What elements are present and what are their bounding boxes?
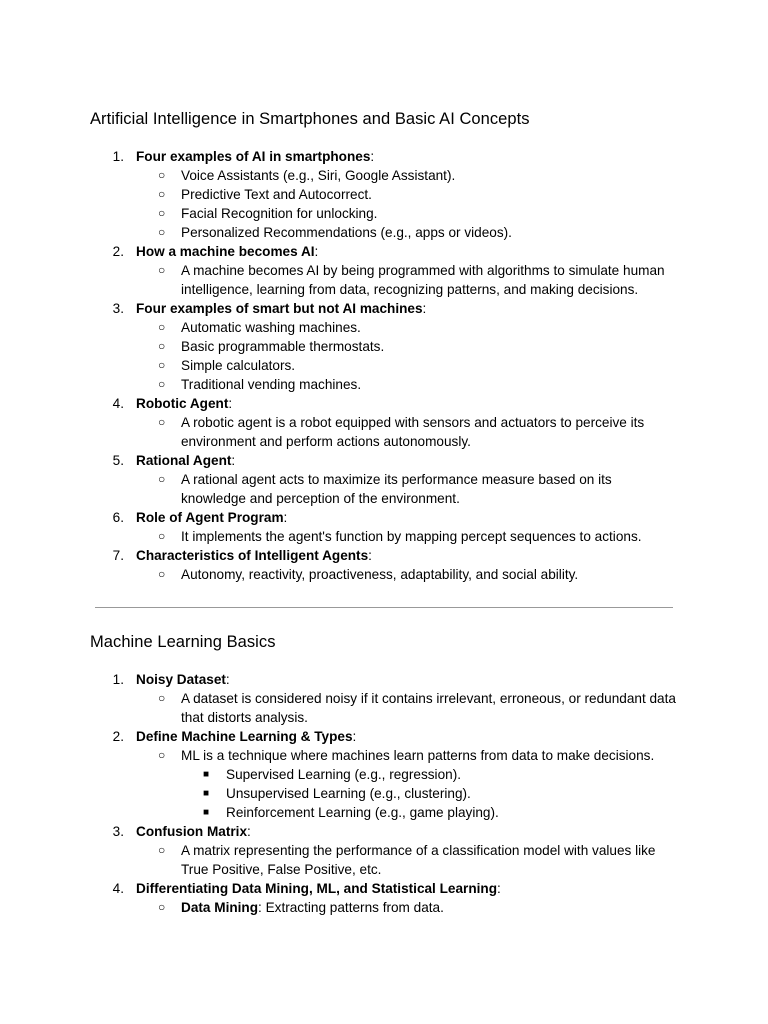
list-number: 4. <box>112 881 124 896</box>
hollow-circle-bullet-icon: ○ <box>158 320 166 334</box>
sub-bullet-text: Simple calculators. <box>181 358 296 373</box>
section-heading-ml: Machine Learning Basics <box>90 633 276 651</box>
sub-bullet-text: Traditional vending machines. <box>181 377 362 392</box>
sub-sub-bullet-text: Unsupervised Learning (e.g., clustering). <box>226 786 471 801</box>
list-item-title-bold: Define Machine Learning & Types <box>136 729 353 744</box>
hollow-circle-bullet-icon: ○ <box>158 206 166 220</box>
list-number: 2. <box>112 244 124 259</box>
list-number: 6. <box>112 510 124 525</box>
list-item-title <box>136 242 318 261</box>
section-heading-ai: Artificial Intelligence in Smartphones and Basic AI Concepts <box>90 110 530 128</box>
list-item-header <box>0 451 676 470</box>
sub-bullet-item <box>0 204 676 223</box>
list-item-title-bold: Four examples of AI in smartphones <box>136 149 371 164</box>
sub-bullet-text: Predictive Text and Autocorrect. <box>181 187 372 202</box>
list-item-header <box>0 242 676 261</box>
list-item-title-suffix: : <box>247 824 251 839</box>
hollow-circle-bullet-icon: ○ <box>158 748 166 762</box>
sub-bullet-item <box>0 318 676 337</box>
list-item-title-suffix: : <box>283 510 288 525</box>
list-item <box>0 299 676 394</box>
list-item-title-suffix: : <box>225 672 230 687</box>
sub-bullet-item <box>0 413 676 451</box>
sub-bullet-text: Personalized Recommendations (e.g., apps or videos). <box>181 225 512 240</box>
sub-bullet-item <box>0 356 676 375</box>
list-number: 4. <box>112 396 124 411</box>
list-number: 1. <box>112 149 124 164</box>
list-item <box>0 879 676 917</box>
list-item-title-suffix: : <box>497 881 501 896</box>
hollow-circle-bullet-icon: ○ <box>158 168 166 182</box>
sub-bullet-bold-term: Data Mining <box>181 900 259 915</box>
list-item-header <box>0 508 676 527</box>
list-item-title-bold: Four examples of smart but not AI machines <box>136 301 423 316</box>
list-item-title-bold: Confusion Matrix <box>136 824 248 839</box>
sub-sub-bullet-item <box>0 784 676 803</box>
list-item-header <box>0 299 676 318</box>
list-item-title <box>136 727 356 746</box>
ai-concepts-list <box>0 147 676 584</box>
list-item <box>0 727 676 822</box>
list-item <box>0 242 676 299</box>
sub-bullet-item <box>0 746 676 765</box>
hollow-circle-bullet-icon: ○ <box>158 263 166 277</box>
section-divider <box>95 607 673 608</box>
list-number: 2. <box>112 729 124 744</box>
sub-bullet-item <box>0 185 676 204</box>
hollow-circle-bullet-icon: ○ <box>158 358 166 372</box>
list-item-header <box>0 546 676 565</box>
list-item-title-suffix: : <box>231 453 236 468</box>
list-item-title-bold: Rational Agent <box>136 453 232 468</box>
list-item-title <box>136 508 287 527</box>
list-number: 7. <box>112 548 124 563</box>
hollow-circle-bullet-icon: ○ <box>158 339 166 353</box>
sub-bullet-item <box>0 166 676 185</box>
list-item <box>0 508 676 546</box>
list-number: 3. <box>112 824 124 839</box>
sub-bullet-text: A matrix representing the performance of a classification model with values like True Positive, False Positive, etc. <box>181 843 656 877</box>
list-item-title-bold: Differentiating Data Mining, ML, and Statistical Learning <box>136 881 498 896</box>
sub-bullet-item <box>0 375 676 394</box>
hollow-circle-bullet-icon: ○ <box>158 900 166 914</box>
sub-bullet-definition: : Extracting patterns from data. <box>258 900 444 915</box>
list-item-title-suffix: : <box>228 396 233 411</box>
list-item-header <box>0 147 676 166</box>
list-item <box>0 670 676 727</box>
sub-bullet-item <box>0 565 676 584</box>
sub-sub-bullet-text: Reinforcement Learning (e.g., game playing). <box>226 805 499 820</box>
sub-bullet-text: A robotic agent is a robot equipped with sensors and actuators to perceive its environment and perform actions autonomously. <box>181 415 645 449</box>
sub-bullet-text: It implements the agent's function by mapping percept sequences to actions. <box>181 529 642 544</box>
list-item-title <box>136 879 501 898</box>
list-item-title <box>136 546 372 565</box>
ml-basics-list <box>0 670 676 917</box>
list-item-title-bold: How a machine becomes AI <box>136 244 315 259</box>
list-item-title-suffix: : <box>368 548 372 563</box>
hollow-circle-bullet-icon: ○ <box>158 529 166 543</box>
square-bullet-icon: ■ <box>203 769 210 780</box>
list-item-header <box>0 670 676 689</box>
hollow-circle-bullet-icon: ○ <box>158 691 166 705</box>
list-item <box>0 394 676 451</box>
list-item-title-bold: Noisy Dataset <box>136 672 226 687</box>
sub-bullet-text: Autonomy, reactivity, proactiveness, adaptability, and social ability. <box>181 567 579 582</box>
list-item-title <box>136 822 251 841</box>
list-item-header <box>0 879 676 898</box>
sub-bullet-text: ML is a technique where machines learn patterns from data to make decisions. <box>181 748 655 763</box>
list-item-title-suffix: : <box>352 729 357 744</box>
list-item-title-bold: Characteristics of Intelligent Agents <box>136 548 369 563</box>
list-item-title-suffix: : <box>370 149 375 164</box>
list-item <box>0 546 676 584</box>
sub-bullet-item <box>0 841 676 879</box>
hollow-circle-bullet-icon: ○ <box>158 377 166 391</box>
list-item-title-bold: Role of Agent Program <box>136 510 284 525</box>
sub-sub-bullet-text: Supervised Learning (e.g., regression). <box>226 767 461 782</box>
sub-bullet-text: A machine becomes AI by being programmed with algorithms to simulate human intelligence, learning from data, recognizing patterns, and making decisions. <box>181 263 665 297</box>
sub-bullet-text: Basic programmable thermostats. <box>181 339 385 354</box>
sub-sub-bullet-item <box>0 803 676 822</box>
sub-bullet-item <box>0 223 676 242</box>
list-item-title <box>136 299 426 318</box>
sub-bullet-item <box>0 337 676 356</box>
hollow-circle-bullet-icon: ○ <box>158 472 166 486</box>
list-item-header <box>0 822 676 841</box>
list-item-title <box>136 394 232 413</box>
list-item-header <box>0 394 676 413</box>
hollow-circle-bullet-icon: ○ <box>158 225 166 239</box>
sub-bullet-text: Automatic washing machines. <box>181 320 361 335</box>
sub-bullet-text <box>181 898 676 917</box>
sub-bullet-item <box>0 470 676 508</box>
sub-bullet-text: Facial Recognition for unlocking. <box>181 206 378 221</box>
list-item-title-suffix: : <box>314 244 319 259</box>
list-item <box>0 822 676 879</box>
sub-bullet-item <box>0 898 676 917</box>
list-item <box>0 451 676 508</box>
list-number: 3. <box>112 301 124 316</box>
sub-bullet-text: Voice Assistants (e.g., Siri, Google Assistant). <box>181 168 456 183</box>
square-bullet-icon: ■ <box>203 807 210 818</box>
list-item-title <box>136 451 235 470</box>
sub-bullet-text: A dataset is considered noisy if it contains irrelevant, erroneous, or redundant data that distorts analysis. <box>181 691 676 725</box>
list-item-title-suffix: : <box>422 301 427 316</box>
sub-bullet-item <box>0 527 676 546</box>
list-item <box>0 147 676 242</box>
list-item-title-bold: Robotic Agent <box>136 396 229 411</box>
hollow-circle-bullet-icon: ○ <box>158 187 166 201</box>
list-number: 1. <box>112 672 124 687</box>
list-item-title <box>136 147 374 166</box>
hollow-circle-bullet-icon: ○ <box>158 415 166 429</box>
list-number: 5. <box>112 453 124 468</box>
list-item-header <box>0 727 676 746</box>
sub-sub-bullet-item <box>0 765 676 784</box>
sub-bullet-item <box>0 689 676 727</box>
list-item-title <box>136 670 230 689</box>
hollow-circle-bullet-icon: ○ <box>158 843 166 857</box>
square-bullet-icon: ■ <box>203 788 210 799</box>
sub-bullet-item <box>0 261 676 299</box>
sub-bullet-text: A rational agent acts to maximize its performance measure based on its knowledge and perception of the environment. <box>181 472 612 506</box>
hollow-circle-bullet-icon: ○ <box>158 567 166 581</box>
